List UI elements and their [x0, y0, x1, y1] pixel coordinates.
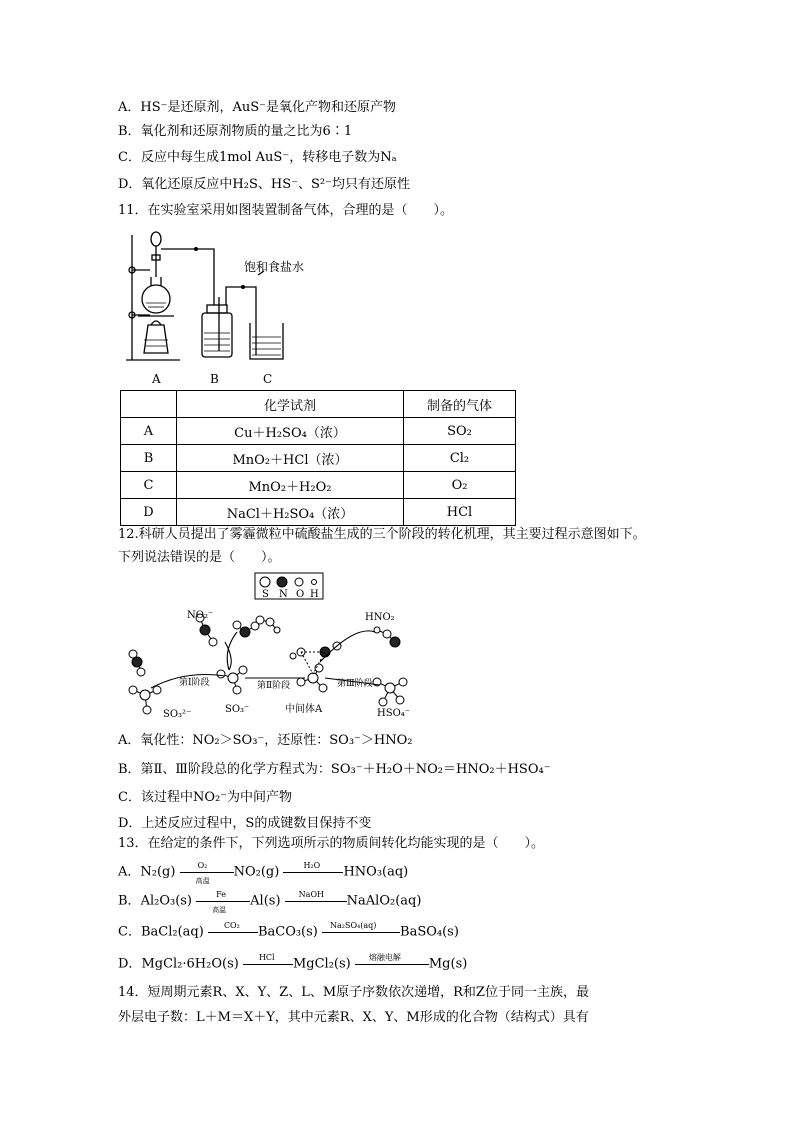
table-header-row	[121, 391, 516, 418]
table-row	[121, 499, 516, 526]
intermediate: BaCO₃(s)	[257, 924, 318, 940]
option-label: A．	[118, 864, 141, 880]
arrow-condition: CO₂	[223, 921, 240, 930]
q11-stem: 11．在实验室采用如图装置制备气体，合理的是（ ）。	[118, 203, 454, 218]
reagent-table	[120, 390, 516, 526]
product: HNO₃(aq)	[343, 864, 409, 880]
option-label: C．	[118, 924, 141, 940]
q13-option-c	[118, 921, 459, 941]
legend-o: O	[296, 589, 305, 600]
intermediate: MgCl₂(s)	[292, 956, 351, 972]
legend-n: N	[279, 589, 288, 600]
q12-option-c: C．该过程中NO₂⁻为中间产物	[118, 790, 293, 805]
q13-stem: 13．在给定的条件下，下列选项所示的物质间转化均能实现的是（ ）。	[118, 836, 545, 851]
table-header-cell	[121, 391, 177, 418]
table-row	[121, 445, 516, 472]
table-row	[121, 472, 516, 499]
table-row	[121, 418, 516, 445]
reactant: Al₂O₃(s)	[140, 893, 193, 909]
hso4-minus-label: HSO₄⁻	[377, 708, 411, 719]
table-cell: MnO₂＋H₂O₂	[177, 472, 404, 499]
q11-apparatus-figure	[118, 225, 338, 390]
table-cell: D	[121, 499, 177, 526]
q12-stem-line1: 12.科研人员提出了雾霾微粒中硫酸盐生成的三个阶段的转化机理，其主要过程示意图如下。	[118, 527, 646, 542]
apparatus-label-a: A	[152, 372, 161, 386]
reaction-arrow	[322, 921, 400, 940]
table-cell: O₂	[404, 472, 516, 499]
q12-option-a: A．氧化性：NO₂＞SO₃⁻，还原性：SO₃⁻＞HNO₂	[118, 733, 413, 748]
reaction-arrow	[180, 861, 234, 885]
arrow-condition-below: 高温	[212, 906, 227, 914]
q13-option-b	[118, 890, 422, 914]
q12-option-b: B．第Ⅱ、Ⅲ阶段总的化学方程式为：SO₃⁻＋H₂O＋NO₂＝HNO₂＋HSO₄⁻	[118, 762, 551, 777]
reactant: BaCl₂(aq)	[140, 924, 204, 940]
q12-stem-line2: 下列说法错误的是（ ）。	[118, 550, 281, 565]
q14-stem-line1: 14．短周期元素R、X、Y、Z、L、M原子序数依次递增，R和Z位于同一主族，最	[118, 985, 589, 1000]
arrow-condition: HCl	[258, 953, 275, 962]
q13-option-d	[118, 953, 468, 973]
table-cell: B	[121, 445, 177, 472]
arrow-condition: H₂O	[303, 861, 321, 870]
table-cell: MnO₂＋HCl（浓）	[177, 445, 404, 472]
arrow-condition: Na₂SO₄(aq)	[330, 921, 377, 930]
intermediate: Al(s)	[250, 893, 281, 909]
intermediate-a-label: 中间体A	[285, 704, 323, 715]
legend-s: S	[262, 589, 269, 600]
option-label: D．	[118, 956, 142, 972]
product: BaSO₄(s)	[400, 924, 459, 940]
table-cell: NaCl＋H₂SO₄（浓）	[177, 499, 404, 526]
table-cell: SO₂	[404, 418, 516, 445]
q12-option-d: D．上述反应过程中，S的成键数目保持不变	[118, 816, 372, 831]
table-cell: Cl₂	[404, 445, 516, 472]
legend-h: H	[310, 589, 319, 600]
table-cell: A	[121, 418, 177, 445]
q10-option-b: B．氧化剂和还原剂物质的量之比为6∶1	[118, 124, 353, 139]
reaction-arrow	[283, 861, 343, 880]
stage-2-label: 第Ⅱ阶段	[257, 681, 291, 691]
table-header-cell: 化学试剂	[177, 391, 404, 418]
stage-1-label: 第Ⅰ阶段	[179, 678, 210, 688]
intermediate: NO₂(g)	[233, 864, 280, 880]
table-header-cell: 制备的气体	[404, 391, 516, 418]
q13-option-a	[118, 861, 409, 885]
reaction-arrow	[243, 953, 293, 972]
arrow-condition: O₂	[197, 861, 208, 870]
arrow-condition-below: 高温	[195, 877, 210, 885]
q10-option-c: C．反应中每生成1mol AuS⁻，转移电子数为Nₐ	[118, 150, 397, 165]
apparatus-label-c: C	[263, 372, 273, 386]
q10-option-a: A．HS⁻是还原剂，AuS⁻是氧化产物和还原产物	[118, 100, 397, 115]
q12-mechanism-figure	[125, 570, 545, 722]
stage-3-label: 第Ⅲ阶段	[337, 679, 373, 689]
so3-minus-label: SO₃⁻	[225, 704, 250, 715]
apparatus-label-b: B	[210, 372, 219, 386]
saturated-brine-label: 饱和食盐水	[244, 260, 305, 274]
product: Mg(s)	[428, 956, 468, 972]
table-cell: HCl	[404, 499, 516, 526]
reactant: MgCl₂·6H₂O(s)	[141, 956, 239, 972]
reaction-arrow	[196, 890, 250, 914]
hno2-label: HNO₂	[365, 612, 395, 623]
no2-minus-label: NO₂⁻	[187, 610, 214, 621]
product: NaAlO₂(aq)	[346, 893, 422, 909]
reaction-arrow	[355, 953, 429, 972]
option-label: B．	[118, 893, 141, 909]
table-cell: C	[121, 472, 177, 499]
so3-2minus-label: SO₃²⁻	[163, 709, 192, 720]
q10-option-d: D．氧化还原反应中H₂S、HS⁻、S²⁻均只有还原性	[118, 177, 410, 192]
table-cell: Cu＋H₂SO₄（浓）	[177, 418, 404, 445]
q14-stem-line2: 外层电子数：L＋M＝X＋Y，其中元素R、X、Y、M形成的化合物（结构式）具有	[118, 1010, 589, 1025]
arrow-condition: NaOH	[298, 890, 324, 899]
arrow-condition: Fe	[216, 890, 227, 899]
reaction-arrow	[285, 890, 347, 909]
reactant: N₂(g)	[140, 864, 176, 880]
arrow-condition: 熔融电解	[368, 953, 401, 962]
reaction-arrow	[208, 921, 258, 940]
